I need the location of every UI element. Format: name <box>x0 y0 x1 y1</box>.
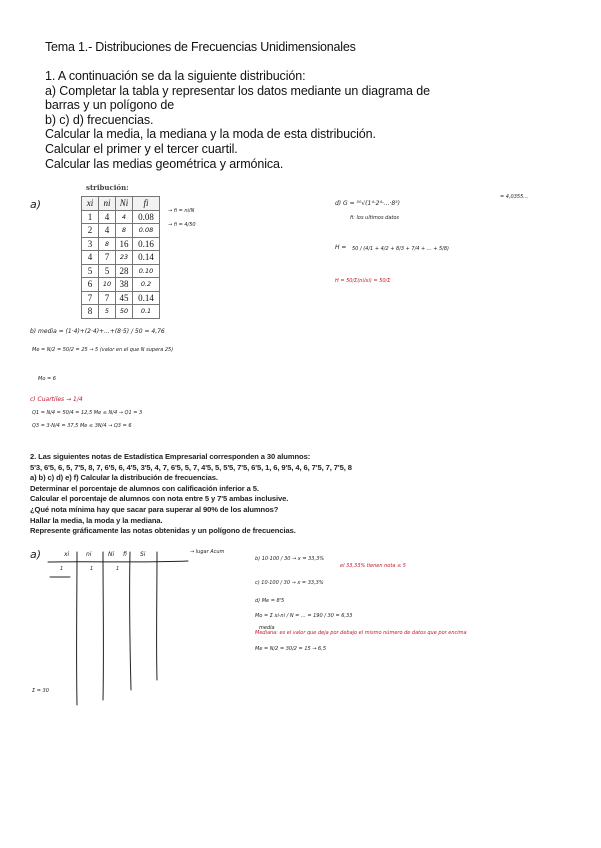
exercise-2-line: a) b) c) d) e) f) Calcular la distribución de frecuencias. <box>30 473 218 483</box>
cell: 2 <box>82 224 99 238</box>
cell: 45 <box>116 291 133 305</box>
note-harmonic-formula: 50 / (4/1 + 4/2 + 8/3 + 7/4 + ... + 5/8) <box>352 246 449 252</box>
cell: 38 <box>116 278 133 292</box>
note2-f-red: Mediana: es el valor que deja por debajo el mismo número de datos que por encima <box>255 630 467 636</box>
exercise-2-line: Hallar la media, la moda y la mediana. <box>30 515 163 525</box>
note2-e-sub: media <box>259 625 275 631</box>
cell: 6 <box>82 278 99 292</box>
note-harmonic-red: H = 50/Σ(ni/xi) = 50/Σ <box>335 278 391 284</box>
exercise-1-line: Calcular la media, la mediana y la moda de esta distribución. <box>45 127 376 142</box>
cell: 28 <box>116 264 133 278</box>
note2-c-line: c) 10·100 / 30 → x = 33,3% <box>255 580 324 586</box>
cell: 4 <box>82 251 99 265</box>
sketch-col-line <box>130 552 131 690</box>
note-fi-example: → fi = 4/50 <box>168 222 196 228</box>
cell: 10 <box>99 278 116 292</box>
cell: 0.14 <box>133 251 160 265</box>
note2-b-red: el 33,33% tienen nota ≤ 5 <box>340 563 406 569</box>
cell: 0.08 <box>133 224 160 238</box>
cell: 8 <box>116 224 133 238</box>
exercise-2-line: Represente gráficamente las notas obtenidas y un polígono de frecuencias. <box>30 526 296 536</box>
exercise-1-line: b) c) d) frecuencias. <box>45 112 154 127</box>
cell: 7 <box>82 291 99 305</box>
note-c-cuartiles: c) Cuartiles → 1/4 <box>30 396 83 403</box>
sketch-header-rule <box>48 561 188 562</box>
cell: 0.16 <box>133 237 160 251</box>
cell: 7 <box>99 291 116 305</box>
cell: 1 <box>82 210 99 224</box>
note2-header-ni: ni <box>86 551 92 558</box>
header-Ni: Ni <box>116 197 133 211</box>
note-geometric-result: = 4,0355... <box>500 194 529 200</box>
note-harmonic-label: H = <box>335 244 347 251</box>
note2-header-Ni: Ni <box>108 551 115 558</box>
exercise-2-line: ¿Qué nota mínima hay que sacar para superar al 90% de los alumnos? <box>30 504 279 514</box>
exercise-2-line: Determinar el porcentaje de alumnos con calificación inferior a 5. <box>30 483 259 493</box>
note2-header-note: → lugar Acum <box>190 549 225 555</box>
cell: 5 <box>82 264 99 278</box>
exercise-1-line: Calcular el primer y el tercer cuartil. <box>45 141 238 156</box>
exercise-1-line: 1. A continuación se da la siguiente distribución: <box>45 69 306 83</box>
exercise-2-line: Calcular el porcentaje de alumnos con nota entre 5 y 7'5 ambas inclusive. <box>30 494 289 504</box>
cell: 5 <box>99 264 116 278</box>
cell: 4 <box>116 210 133 224</box>
note-c-q3: Q3 = 3·N/4 = 37,5 Me ≤ 3N/4 → Q3 = 6 <box>32 423 132 429</box>
note2-header-xi: xi <box>64 551 70 558</box>
cell: 7 <box>99 251 116 265</box>
cell: 0.14 <box>133 291 160 305</box>
note-a-label: a) <box>30 198 42 211</box>
note2-header-fi: fi <box>123 551 127 558</box>
header-xi: xi <box>82 197 99 211</box>
note2-total: Σ = 30 <box>32 688 49 694</box>
cell: 23 <box>116 251 133 265</box>
header-fi: fi <box>133 197 160 211</box>
page-title: Tema 1.- Distribuciones de Frecuencias Unidimensionales <box>45 40 356 54</box>
note-geometric-mean: d) G = ⁵⁰√(1⁴·2⁴·...·8⁵) <box>335 200 400 207</box>
cell: 16 <box>116 237 133 251</box>
cell: 50 <box>116 305 133 319</box>
cell: 3 <box>82 237 99 251</box>
exercise-1-line: Calcular las medias geométrica y armónica. <box>45 156 284 171</box>
cell: 0.08 <box>133 210 160 224</box>
cell: 0.2 <box>133 278 160 292</box>
exercise-2-line: 2. Las siguientes notas de Estadística Empresarial corresponden a 30 alumnos: <box>30 452 311 461</box>
cell: 4 <box>99 210 116 224</box>
exercise-1-line: a) Completar la tabla y representar los datos mediante un diagrama de <box>45 83 430 98</box>
note2-d-line: d) Me = 8'5 <box>255 598 285 604</box>
table-caption: stribución: <box>86 183 129 192</box>
note2-e-line: Mo = Σ xi·ni / N = ... = 190 / 30 = 6,33 <box>255 613 353 619</box>
cell: 8 <box>99 237 116 251</box>
cell: 8 <box>82 305 99 319</box>
note2-header-Si: Si <box>140 551 146 558</box>
note2-first-row-Ni: 1 <box>116 566 120 572</box>
note2-a-label: a) <box>30 548 42 561</box>
note-c-q1: Q1 = N/4 = 50/4 = 12,5 Me ≤ N/4 → Q1 = 3 <box>32 410 143 416</box>
header-ni: ni <box>99 197 116 211</box>
note-fi-formula: → fi = ni/N <box>168 208 195 214</box>
cell: 0.10 <box>133 264 160 278</box>
note2-first-row-ni: 1 <box>90 566 94 572</box>
note2-f-line: Me = N/2 = 30/2 = 15 → 6,5 <box>255 646 327 652</box>
cell: 0.1 <box>133 305 160 319</box>
note-b-median: Me = N/2 = 50/2 = 25 → 5 (valor en el que N supera 25) <box>32 347 174 353</box>
exercise-1-line: barras y un polígono de <box>45 98 175 113</box>
note-b-mean: b) media = (1·4)+(2·4)+...+(8·5) / 50 = 4,76 <box>30 328 165 335</box>
note-geometric-sub: fi: los ultimos datos <box>350 215 400 221</box>
cell: 4 <box>99 224 116 238</box>
exercise-2-line: 5'3, 6'5, 6, 5, 7'5, 8, 7, 6'5, 6, 4'5, 3'5, 4, 7, 6'5, 5, 7, 4'5, 5, 5'5, 7'5, 6'5, 1, 6, 9'5, 4, 6, 7'5, 7, 7'5, 8 <box>30 462 352 472</box>
note2-first-col: 1 <box>60 566 64 572</box>
cell: 5 <box>99 305 116 319</box>
note2-b-line: b) 10·100 / 30 → x = 33,3% <box>255 556 325 562</box>
note-b-mode: Mo = 6 <box>38 376 56 382</box>
